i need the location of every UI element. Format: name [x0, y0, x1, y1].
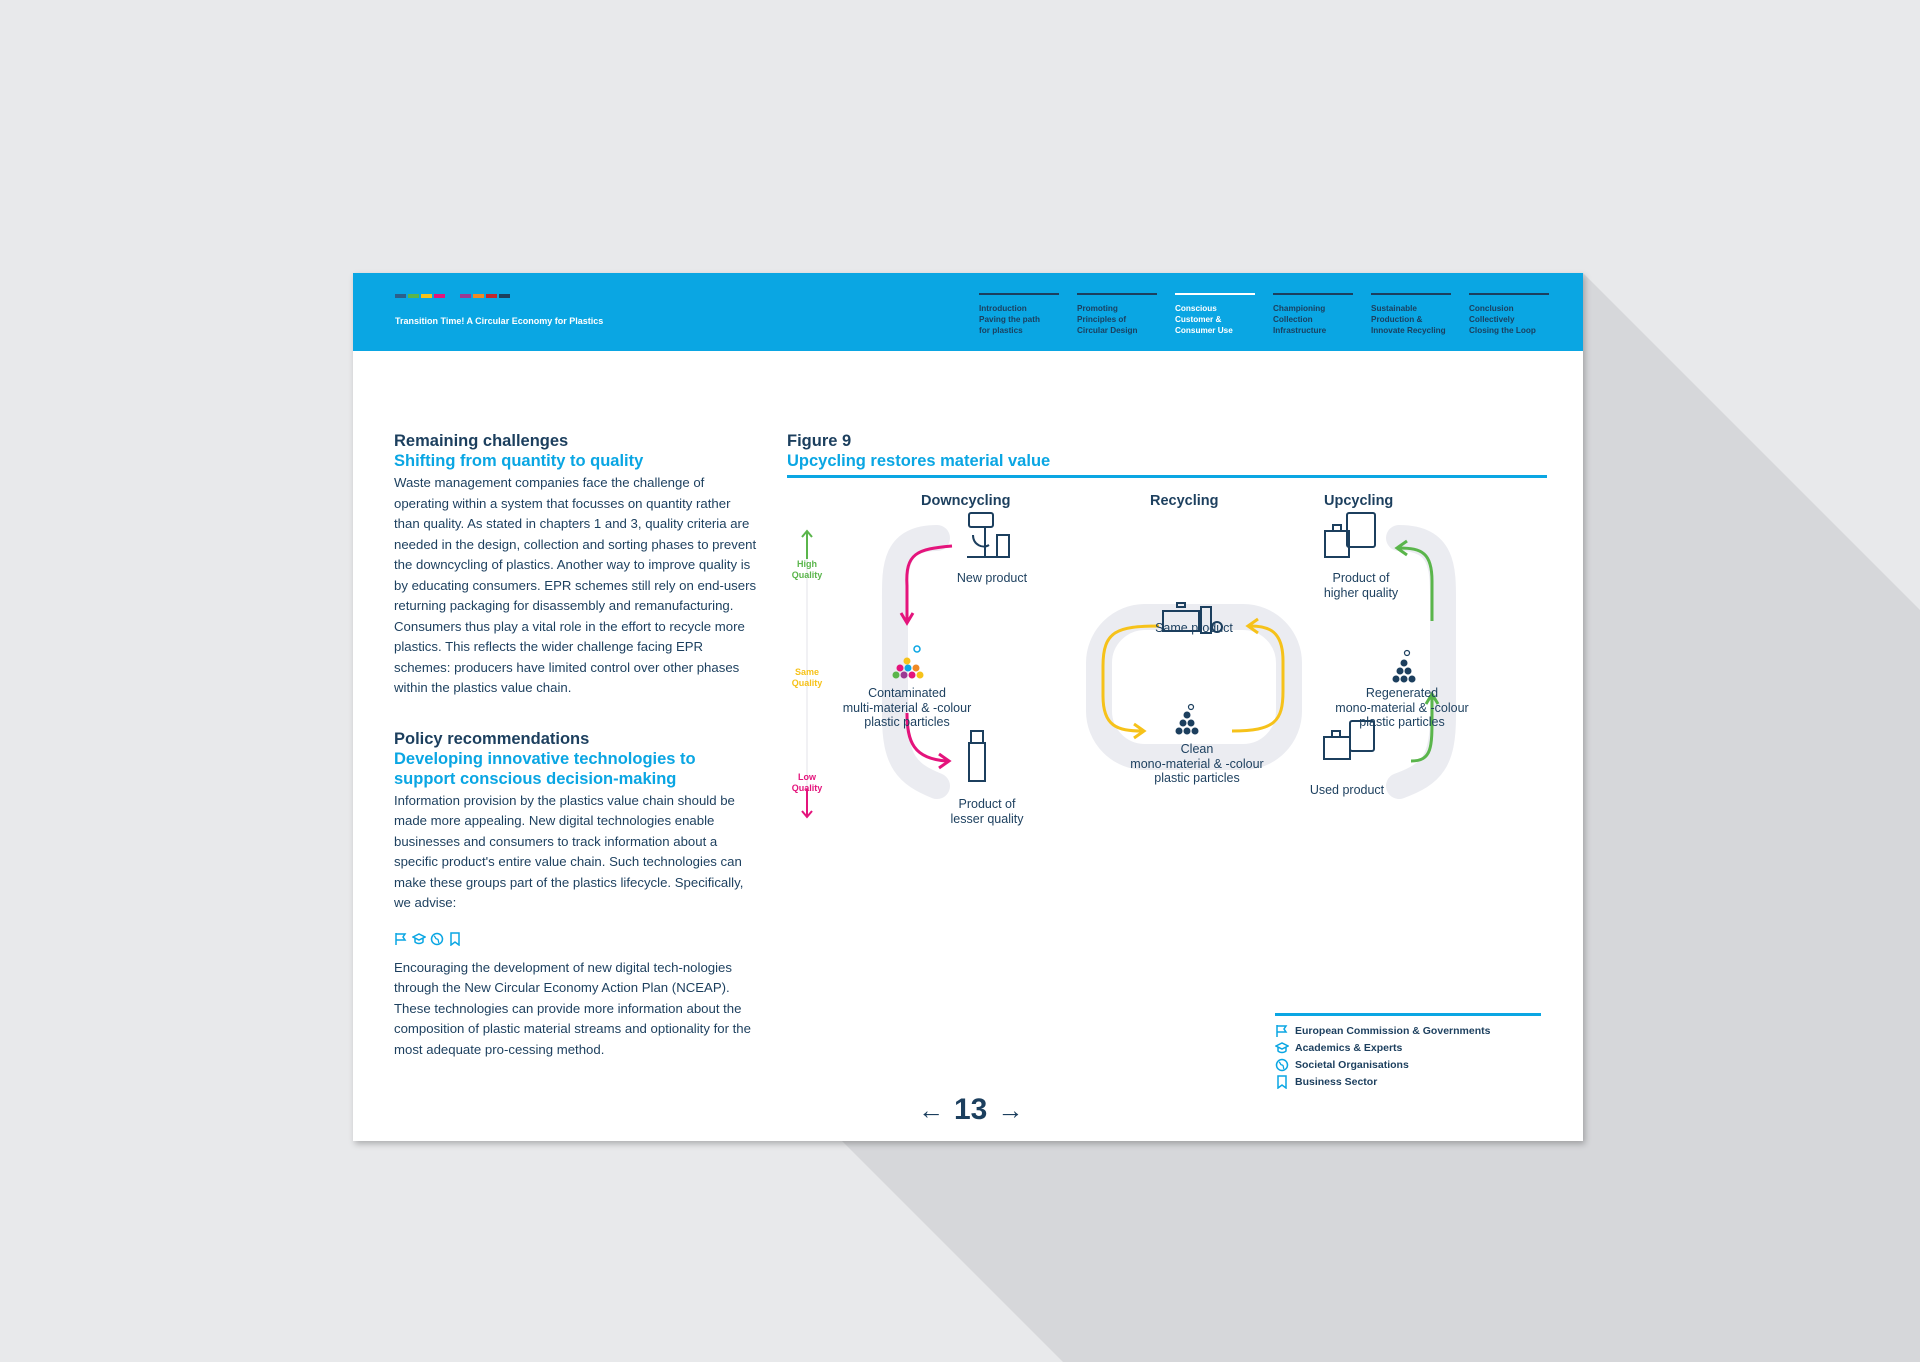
body-paragraph: Encouraging the development of new digital tech-nologies through the New Circular Economy Action Plan (NCEAP). These technologies can provide more information about the composition of plastic material streams and optionality for the most adequate pro-cessing method.	[394, 959, 751, 1057]
bookmark-icon	[1275, 1075, 1289, 1089]
page-header	[353, 273, 1583, 351]
color-stripe	[447, 294, 458, 298]
color-stripe	[499, 294, 510, 298]
regenerated-label: Regenerated mono-material & -colour plastic particles	[1335, 686, 1469, 729]
legend-item: Academics & Experts	[1275, 1039, 1541, 1056]
nav-conclusion[interactable]: Conclusion Collectively Closing the Loop	[1469, 293, 1549, 336]
prev-page-button[interactable]: ←	[918, 1094, 944, 1125]
nav-collection-infrastructure[interactable]: Championing Collection Infrastructure	[1273, 293, 1353, 336]
figure-title: Upcycling restores material value	[787, 452, 1051, 470]
recycling-title: Recycling	[1150, 493, 1219, 509]
mixer-product-icon	[967, 513, 1009, 557]
figure-label: Figure 9	[787, 432, 852, 450]
section-heading: Remaining challenges	[394, 432, 569, 450]
section-subheading: Developing innovative technologies to support conscious decision-making	[394, 749, 696, 788]
color-stripe	[486, 294, 497, 298]
stakeholder-icons	[394, 932, 759, 948]
regenerated-particles-icon	[1393, 651, 1416, 683]
color-stripe	[434, 294, 445, 298]
page-navigation	[918, 1093, 1023, 1127]
legend-item: Business Sector	[1275, 1073, 1541, 1090]
color-stripes	[395, 294, 510, 298]
high-quality-label: High Quality	[791, 559, 823, 580]
figure-9	[787, 431, 1557, 991]
globe-icon	[430, 932, 444, 946]
document-page	[353, 273, 1583, 1141]
color-stripe	[421, 294, 432, 298]
contaminated-label: Contaminated multi-material & -colour plastic particles	[842, 686, 972, 729]
color-stripe	[408, 294, 419, 298]
graduation-cap-icon	[412, 932, 426, 946]
color-stripe	[473, 294, 484, 298]
nav-sustainable-production[interactable]: Sustainable Production & Innovate Recycling	[1371, 293, 1451, 336]
bottle-icon	[969, 731, 985, 781]
nav-circular-design[interactable]: Promoting Principles of Circular Design	[1077, 293, 1157, 336]
next-page-button[interactable]: →	[997, 1094, 1024, 1125]
up-arrow-icon	[802, 531, 812, 559]
document-title: Transition Time! A Circular Economy for Plastics	[395, 316, 604, 326]
stakeholder-legend	[1275, 1013, 1541, 1090]
legend-item: Societal Organisations	[1275, 1056, 1541, 1073]
nav-introduction[interactable]: Introduction Paving the path for plastics	[979, 293, 1059, 336]
low-quality-label: Low Quality	[791, 772, 823, 793]
same-product-label: Same product	[1155, 621, 1233, 635]
legend-item: European Commission & Governments	[1275, 1022, 1541, 1039]
color-stripe	[460, 294, 471, 298]
lesser-quality-label: Product of lesser quality	[950, 797, 1024, 826]
page-number: 13	[954, 1093, 988, 1126]
new-product-label: New product	[956, 571, 1028, 585]
used-product-label: Used product	[1309, 783, 1385, 797]
globe-icon	[1275, 1058, 1289, 1072]
flag-icon	[394, 932, 408, 946]
bookmark-icon	[448, 932, 462, 946]
body-paragraph: Waste management companies face the challenge of operating within a system that focusses on quantity rather than quality. As stated in chapters 1 and 3, quality criteria are needed in the design, collection and sorting phases to prevent the downcycling of plastics. Another way to improve quality is by educating consumers. EPR schemes still rely on end-users returning packaging for disassembly and remanufacturing. Consumers thus play a vital role in the effort to recycle more plastics. This reflects the wider challenge facing EPR schemes: producers have limited control over other phases within the plastics value chain.	[394, 475, 757, 695]
appliance-product-icon	[1325, 513, 1375, 557]
nav-conscious-consumer[interactable]: Conscious Customer & Consumer Use	[1175, 293, 1255, 336]
same-quality-label: Same Quality	[791, 667, 823, 688]
section-heading: Policy recommendations	[394, 729, 590, 748]
clean-particles-icon	[1176, 705, 1199, 735]
body-paragraph: Information provision by the plastics value chain should be made more appealing. New digital technologies enable businesses and consumers to track information about a specific product's entire value chain. Such technologies can make these groups part of the plastics lifecycle. Specifically, we advise:	[394, 792, 744, 910]
clean-particles-label: Clean mono-material & -colour plastic particles	[1130, 742, 1264, 785]
higher-quality-label: Product of higher quality	[1323, 571, 1399, 600]
color-stripe	[395, 294, 406, 298]
graduation-cap-icon	[1275, 1041, 1289, 1055]
text-column	[394, 431, 759, 1060]
chapter-nav	[979, 293, 1549, 336]
downcycling-title: Downcycling	[921, 493, 1011, 509]
flag-icon	[1275, 1024, 1289, 1038]
section-subheading: Shifting from quantity to quality	[394, 452, 644, 470]
upcycling-title: Upcycling	[1324, 493, 1394, 509]
